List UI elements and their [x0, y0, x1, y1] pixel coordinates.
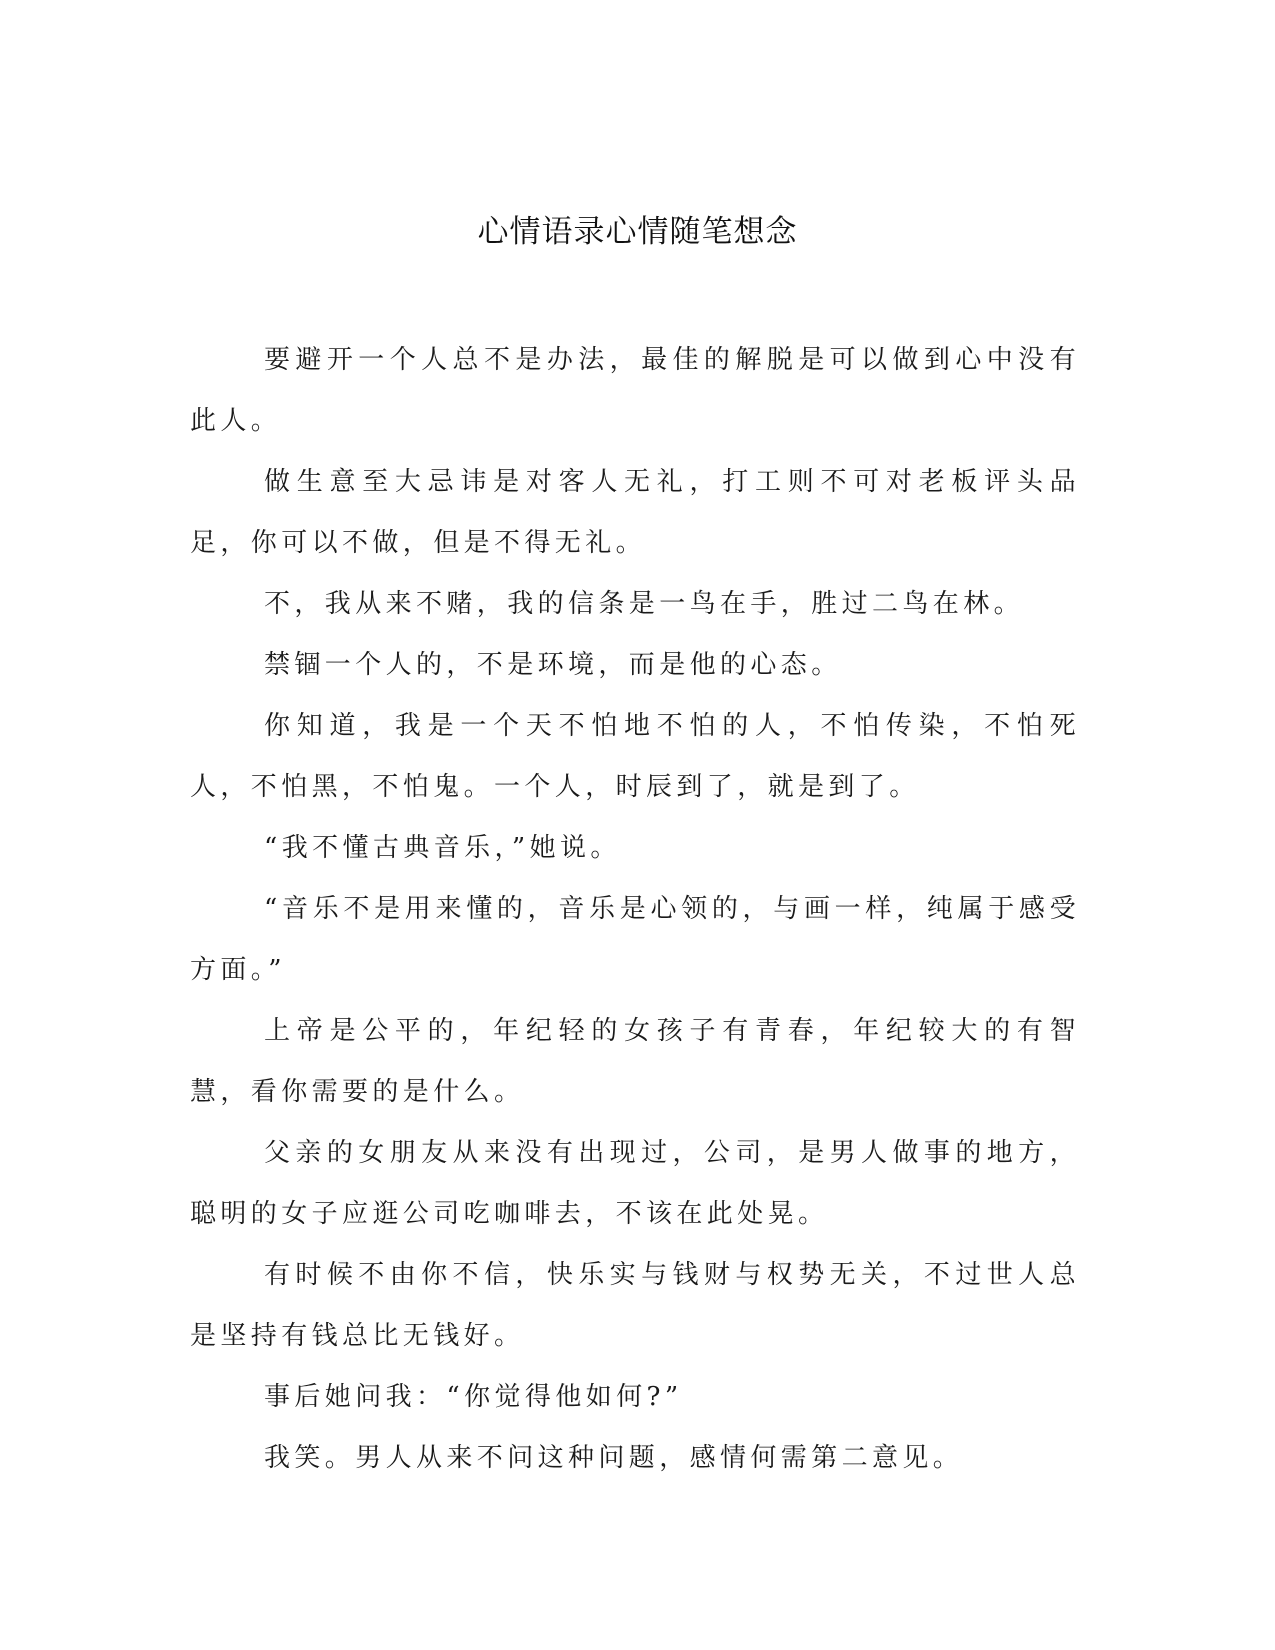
paragraph: “我不懂古典音乐，”她说。	[264, 833, 621, 863]
paragraph: 有时候不由你不信，快乐实与钱财与权势无关，不过世人总是坚持有钱总比无钱好。	[190, 1260, 1080, 1351]
paragraph: 禁锢一个人的，不是环境，而是他的心态。	[264, 650, 842, 680]
document-title: 心情语录心情随笔想念	[477, 214, 798, 250]
document-body	[190, 330, 1080, 1489]
paragraph: 要避开一个人总不是办法，最佳的解脱是可以做到心中没有此人。	[190, 345, 1080, 436]
paragraph: 不，我从来不赌，我的信条是一鸟在手，胜过二鸟在林。	[264, 589, 1025, 619]
paragraph: 你知道，我是一个天不怕地不怕的人，不怕传染，不怕死人，不怕黑，不怕鬼。一个人，时辰到了，就是到了。	[190, 711, 1080, 802]
paragraph: 事后她问我：“你觉得他如何?”	[264, 1382, 683, 1412]
paragraph: 我笑。男人从来不问这种问题，感情何需第二意见。	[264, 1443, 964, 1473]
paragraph: 父亲的女朋友从来没有出现过，公司，是男人做事的地方，聪明的女子应逛公司吃咖啡去，不该在此处晃。	[190, 1138, 1080, 1229]
paragraph: 做生意至大忌讳是对客人无礼，打工则不可对老板评头品足，你可以不做，但是不得无礼。	[190, 467, 1080, 558]
paragraph: 上帝是公平的，年纪轻的女孩子有青春，年纪较大的有智慧，看你需要的是什么。	[190, 1016, 1080, 1107]
paragraph: “音乐不是用来懂的，音乐是心领的，与画一样，纯属于感受方面。”	[190, 894, 1080, 985]
